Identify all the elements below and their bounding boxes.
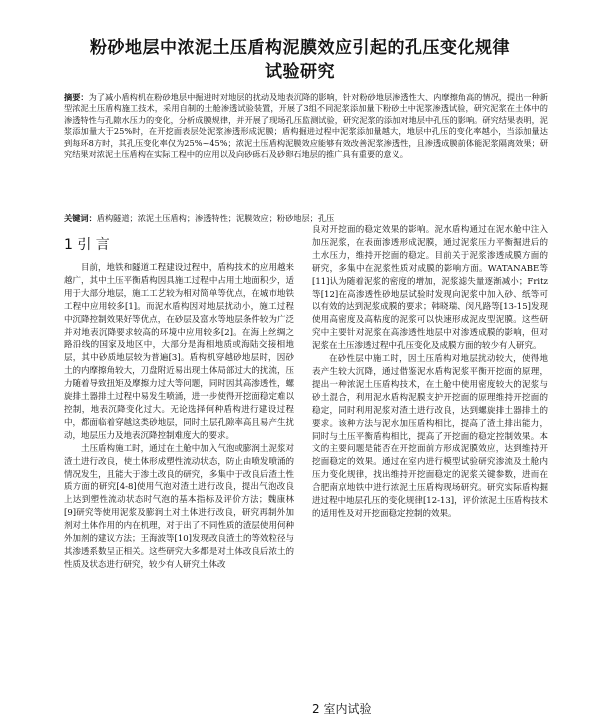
left-paragraph-1: 目前，地铁和隧道工程建设过程中，盾构技术的应用越来越广，其中土压平衡盾构因具施工过程中占用土地面积少，适用于大部分地层，施工工艺较为相对简单等优点，在城市地铁工程中应用较多[1]。而泥水盾构因对地层扰动小，施工过程中沉降控制效果好等优点，在砂层及富水等地层条件较为广泛并对地表沉降要求较高的环境中应用较多[2]。在海上丝绸之路沿线的国家及地区中，大部分是海相地质或海陆交接相地层，其中砂质地层较为普遍[3]。盾构机穿越砂地层时，因砂土的内摩擦角较大，刀盘附近易出现土体局部过大的扰流，压力随着导致扭矩及摩擦力过大等问题，同时因其高渗透性，螺旋排土器排土过程中易发生喷涌，进一步使得开挖面稳定难以控制，地表沉降变化过大。无论选择何种盾构进行建设过程中，都面临着穿越这类砂地层，同时土层孔隙率高且易产生扰动，地层压力及地表沉降控制难度大的要求。 — [64, 263, 294, 441]
title-line-2: 试验研究 — [265, 62, 335, 82]
right-paragraph-2: 在砂性层中施工时，因土压盾构对地层扰动较大，使得地表产生较大沉降，通过借鉴泥水盾构泥浆平衡开挖面的原理，提出一种浓泥土压盾构技术，在土舱中使用密度较大的泥浆与砂土混合，利用泥水盾构泥膜支护开挖面的原理维持开挖面的稳定，同时利用泥浆对渣土进行改良，达到螺旋排土器排土的要求。该种方法与泥水加压盾构相比，提高了渣土排出能力，同时与土压平衡盾构相比，提高了开挖面的稳定控制效果。本文的主要问题是能否在开挖面前方形成泥膜效应，达到维持开挖面稳定的效果。通过在室内进行模型试验研究渗流及土舱内压力变化规律，找出维持开挖面稳定的泥浆关键参数，进而在合肥南京地铁中进行浓泥土压盾构现场研究。研究实际盾构掘进过程中地层孔压的变化规律[12-13]，评价浓泥土压盾构技术的适用性及对开挖面稳定控制的效果。 — [312, 354, 548, 519]
section-1-heading: 1 引 言 — [64, 237, 110, 253]
right-column — [312, 224, 548, 654]
abstract — [64, 92, 548, 160]
right-paragraph-1: 良对开挖面的稳定效果的影响。泥水盾构通过在泥水舱中注入加压泥浆，在表面渗透形成泥膜，通过泥浆压力平衡掘进后的土水压力，维持开挖面的稳定。目前关于泥浆渗透成膜方面的研究，多集中在泥浆性质对成膜的影响方面。WATANABE等[11]认为随着泥浆的密度的增加，泥浆滤失量逐渐减小；Fritz等[12]在高渗透性砂地层试验时发现向泥浆中加入砂、纸等可以有效的达到泥浆成膜的要求；韩晓瑞、闵凡路等[13-15]发现使用高密度及高粘度的泥浆可以快速形成泥皮型泥膜。这些研究中主要针对泥浆在高渗透性地层中对渗透成膜的影响，但对泥浆在土压渗透过程中孔压变化及成膜方面的较少有人研究。 — [312, 225, 548, 352]
paper-title — [40, 36, 560, 84]
keywords-label: 关键词： — [64, 213, 97, 223]
keywords-text: 盾构隧道；浓泥土压盾构；渗透特性；泥膜效应；粉砂地层；孔压 — [96, 213, 335, 223]
abstract-label: 摘要： — [64, 92, 89, 102]
abstract-text: 为了减小盾构机在粉砂地层中掘进时对地层的扰动及地表沉降的影响，针对粉砂地层渗透性大、内摩擦角高的情况，提出一种新型浓泥土压盾构施工技术，采用自制的土舱渗透试验装置，开展了3组不同泥浆添加量下粉砂土中泥浆渗透试验，研究泥浆在土体中的渗透特性与孔隙水压力的变化，分析成膜规律，并开展了现场孔压监测试验，研究泥浆的添加对地层中孔压的影响。研究结果表明，泥浆添加量大于25%时，在开挖面表层处泥浆渗透形成泥膜；盾构掘进过程中泥浆添加量越大，地层中孔压的变化率越小，当添加量达到每环8方时，其孔压变化率仅为25%~45%；浓泥土压盾构泥膜效应能够有效改善泥浆渗透性，且渗透成膜前体能泥浆隔离效果；研究结果对浓泥土压盾构在实际工程中的应用以及向砂砾石及砂卵石地层的推广具有重要的意义。 — [64, 92, 548, 160]
keywords — [64, 213, 548, 224]
section-2-heading: 2 室内试验 — [312, 702, 372, 716]
title-line-1: 粉砂地层中浓泥土压盾构泥膜效应引起的孔压变化规律 — [90, 38, 510, 58]
left-column — [64, 262, 294, 724]
left-paragraph-2: 土压盾构施工时，通过在土舱中加入气泡或膨润土泥浆对渣土进行改良，使土体形成塑性流动状态，防止由喷发喷涌的情况发生，且能大于渗土改良的研究，多集中于改良后渣土性质方面的研究[4-8]使用气泡对渣土进行改良，提出气泡改良上达到塑性流动状态时气泡的基本指标及评价方法；魏康林[9]研究等使用泥浆及膨润土对土体进行改良，研究再制外加剂对土体作用的内在机理，对于出了不同性质的渣层使用何种外加剂的建议方法；王海波等[10]发现改良渣土的等效粒径与其渗透系数呈正相关。这些研究大多都是对土体改良后浓土的性质及状态进行研究，较少有人研究土体改 — [64, 443, 294, 570]
